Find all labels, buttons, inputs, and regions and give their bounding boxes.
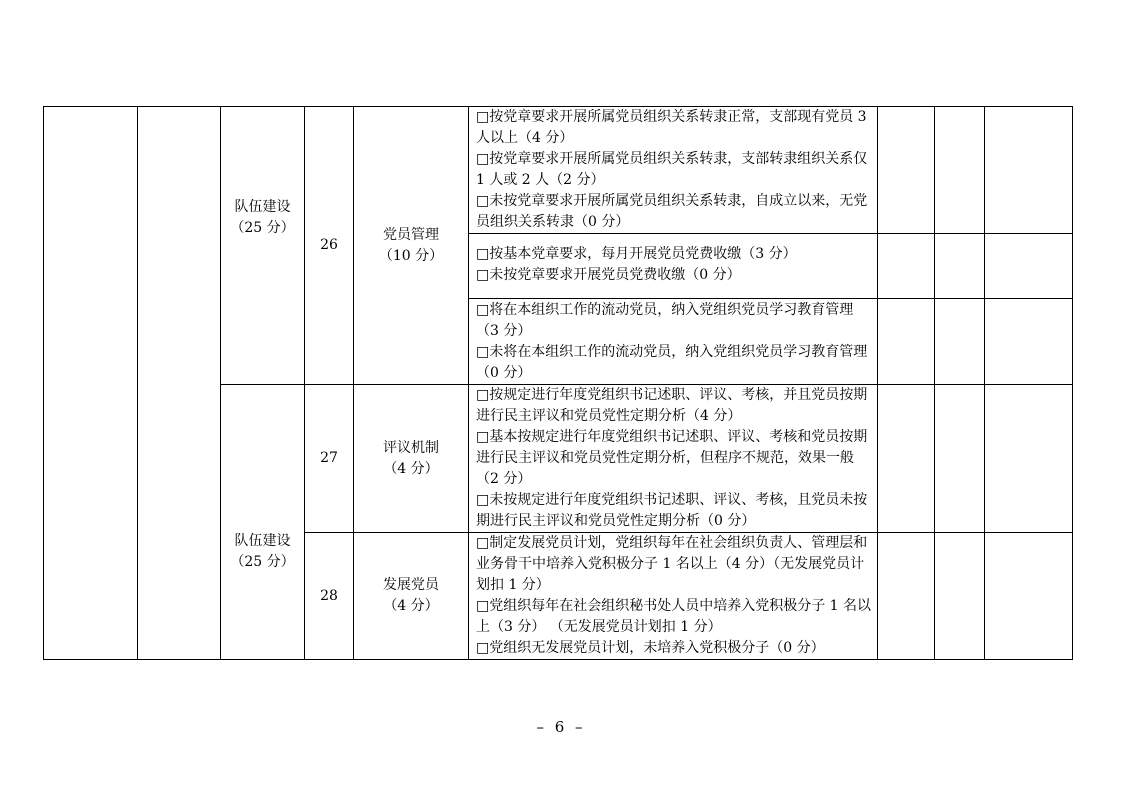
item-score: （10 分） <box>378 247 444 264</box>
criterion: □未按党章要求开展所属党员组织关系转隶，自成立以来，无党员组织关系转隶（0 分） <box>476 193 868 230</box>
item-number-cell <box>305 107 354 385</box>
criterion: □将在本组织工作的流动党员，纳入党组织党员学习教育管理（3 分） <box>476 302 854 339</box>
score-blank-cell <box>935 107 985 234</box>
criterion: □基本按规定进行年度党组织书记述职、评议、考核和党员按期进行民主评议和党员党性定期分析，但程序不规范，效果一般（2 分） <box>476 429 868 487</box>
item-number: 27 <box>320 450 338 466</box>
first-level-cell <box>44 107 138 660</box>
score-blank-cell <box>935 299 985 385</box>
criterion: □未按党章要求开展党员党费收缴（0 分） <box>476 267 741 283</box>
score-blank-cell <box>878 299 935 385</box>
criterion: □未按规定进行年度党组织书记述职、评议、考核，且党员未按期进行民主评议和党员党性定期分析（0 分） <box>476 492 868 529</box>
criterion: □按党章要求开展所属党员组织关系转隶正常，支部现有党员 3 人以上（4 分） <box>476 109 867 146</box>
dimension-name: 队伍建设 <box>234 198 291 215</box>
score-blank-cell <box>878 385 935 533</box>
score-blank-cell <box>985 299 1073 385</box>
criteria-cell <box>469 234 878 299</box>
score-blank-cell <box>935 385 985 533</box>
criteria-cell <box>469 299 878 385</box>
dimension-score: （25 分） <box>230 554 295 570</box>
score-blank-cell <box>935 234 985 299</box>
item-score: （4 分） <box>383 460 439 477</box>
score-blank-cell <box>878 107 935 234</box>
item-score: （4 分） <box>383 598 439 614</box>
item-name: 党员管理 <box>383 226 439 243</box>
criteria-cell <box>469 533 878 660</box>
dimension-cell <box>221 385 305 660</box>
criterion: □未将在本组织工作的流动党员，纳入党组织党员学习教育管理（0 分） <box>476 344 868 381</box>
score-blank-cell <box>985 385 1073 533</box>
evaluation-table <box>43 106 1073 660</box>
item-name: 发展党员 <box>383 577 439 593</box>
score-blank-cell <box>985 234 1073 299</box>
score-blank-cell <box>878 234 935 299</box>
item-number: 26 <box>320 237 338 253</box>
dimension-score: （25 分） <box>230 219 295 236</box>
criterion: □按党章要求开展所属党员组织关系转隶，支部转隶组织关系仅 1 人或 2 人（2 分） <box>476 151 868 188</box>
score-blank-cell <box>878 533 935 660</box>
item-name-cell <box>354 533 469 660</box>
item-name-cell <box>354 107 469 385</box>
second-level-cell <box>138 107 221 660</box>
item-number: 28 <box>320 587 338 604</box>
dimension-name: 队伍建设 <box>234 533 291 549</box>
score-blank-cell <box>985 107 1073 234</box>
criterion: □按基本党章要求，每月开展党员党费收缴（3 分） <box>476 246 797 262</box>
item-name: 评议机制 <box>383 439 439 456</box>
item-name-cell <box>354 385 469 533</box>
score-blank-cell <box>935 533 985 660</box>
page-number: – 6 – <box>536 718 586 736</box>
criterion: □党组织每年在社会组织秘书处人员中培养入党积极分子 1 名以上（3 分） （无发展党员计划扣 1 分） <box>476 598 872 635</box>
dimension-cell <box>221 107 305 385</box>
criteria-cell <box>469 385 878 533</box>
criterion: □按规定进行年度党组织书记述职、评议、考核，并且党员按期进行民主评议和党员党性定期分析（4 分） <box>476 387 868 424</box>
score-blank-cell <box>985 533 1073 660</box>
criterion: □党组织无发展党员计划，未培养入党积极分子（0 分） <box>476 640 825 656</box>
item-number-cell <box>305 385 354 533</box>
criterion: □制定发展党员计划，党组织每年在社会组织负责人、管理层和业务骨干中培养入党积极分子 1 名以上（4 分）（无发展党员计划扣 1 分） <box>476 535 868 593</box>
criteria-cell <box>469 107 878 234</box>
item-number-cell <box>305 533 354 660</box>
